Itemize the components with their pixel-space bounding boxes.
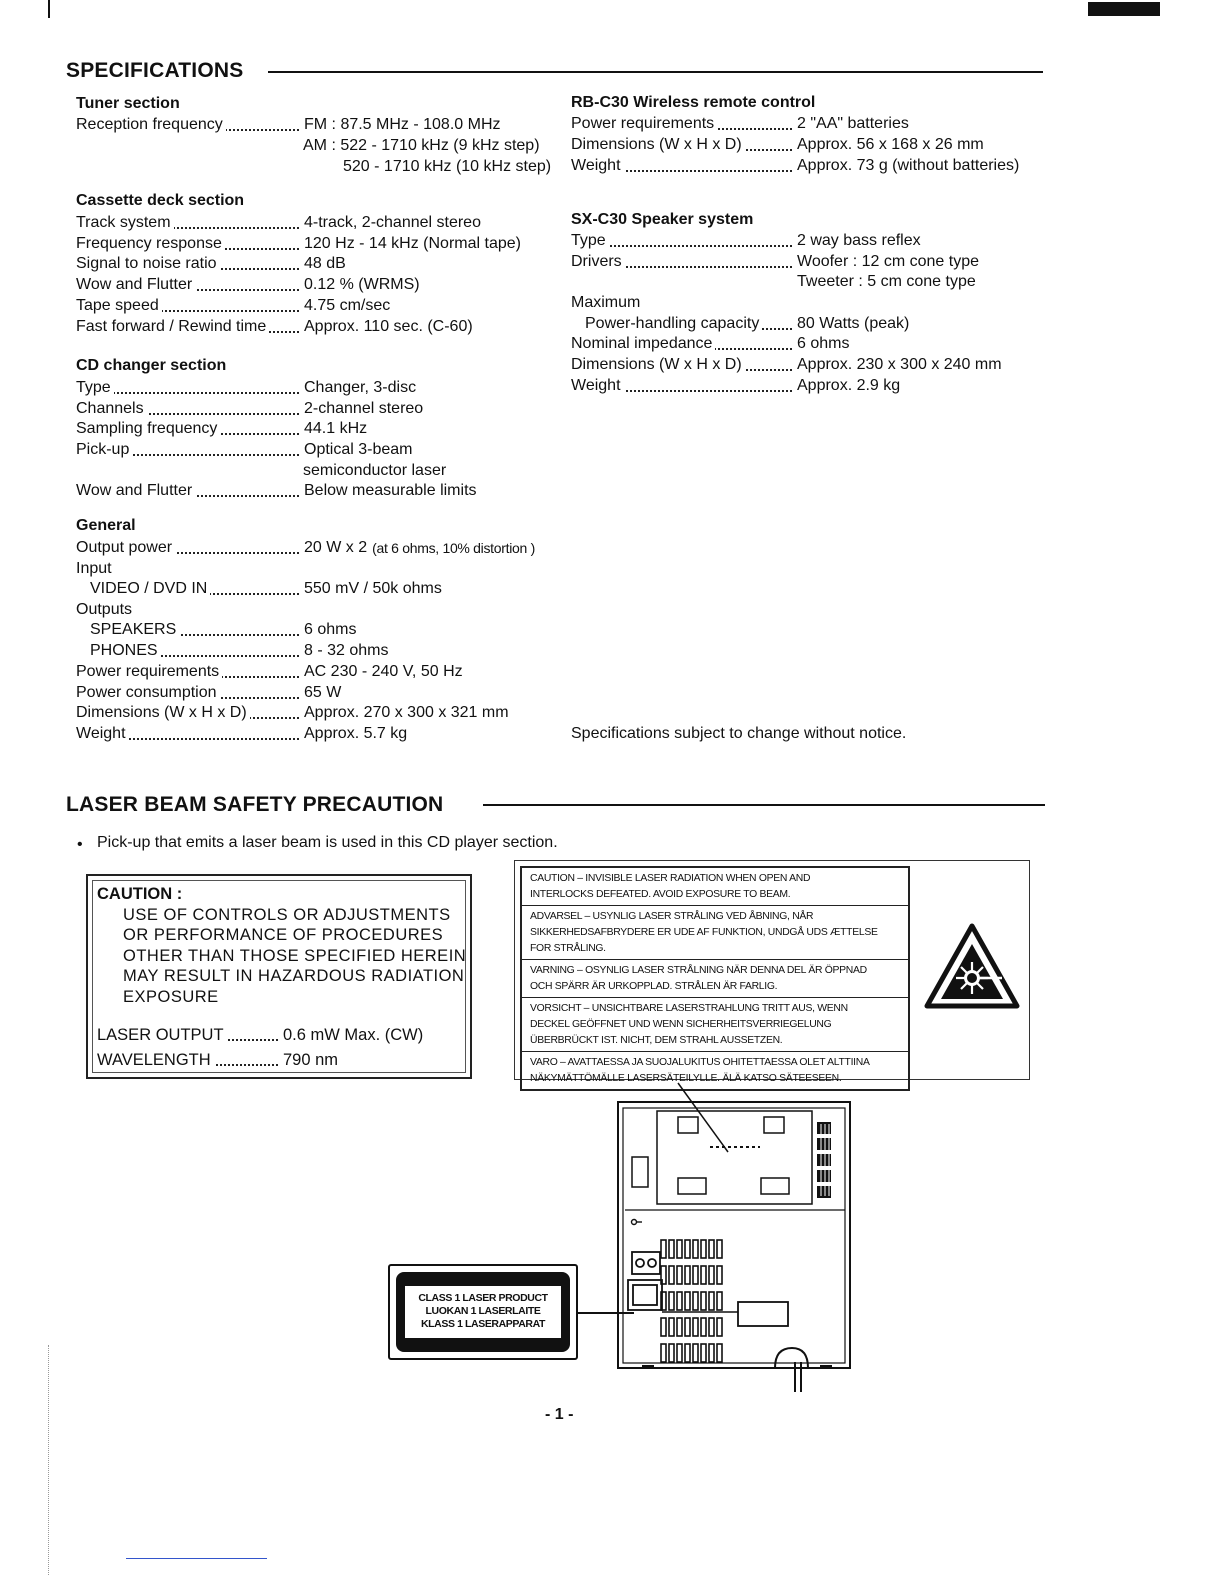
spec-label: Power-handling capacity: [585, 315, 762, 332]
spec-value: Below measurable limits: [304, 482, 477, 499]
spec-label-input: Input: [76, 560, 112, 577]
spec-row-speakers: [90, 620, 356, 640]
warning-text: VARNING – OSYNLIG LASER STRÅLNING NÄR DENNA DEL ÄR ÖPPNAD: [530, 965, 867, 976]
warning-text: ÜBERBRÜCKT IST. NICHT, DEM STRAHL AUSSETZEN.: [530, 1035, 783, 1046]
spec-value: 4.75 cm/sec: [304, 297, 391, 314]
spec-label: Weight: [76, 725, 129, 742]
wavelength-row: [97, 1050, 338, 1070]
spec-value: 2-channel stereo: [304, 400, 424, 417]
class-label-line: CLASS 1 LASER PRODUCT: [418, 1292, 548, 1304]
spec-value: AC 230 - 240 V, 50 Hz: [304, 663, 463, 680]
spec-row: [76, 419, 367, 439]
spec-note: (at 6 ohms, 10% distortion ): [372, 540, 535, 556]
spec-value: Changer, 3-disc: [304, 379, 417, 396]
spec-label: Tape speed: [76, 297, 162, 314]
spec-label: SPEAKERS: [90, 621, 179, 638]
warning-text: VARO – AVATTAESSA JA SUOJALUKITUS OHITETTAESSA OLET ALTTIINA: [530, 1057, 870, 1068]
warning-row-en: [522, 868, 908, 906]
spec-value: 120 Hz - 14 kHz (Normal tape): [304, 235, 521, 252]
laser-output-row: [97, 1025, 423, 1045]
laser-rule: [483, 804, 1045, 806]
spec-row: [76, 703, 509, 723]
spec-row-reception: [76, 115, 501, 135]
warning-text: SIKKERHEDSAFBRYDERE ER UDE AF FUNKTION, UNDGÅ UDS ÆTTELSE: [530, 927, 878, 938]
spec-row: [76, 440, 413, 460]
spec-label: Power consumption: [76, 684, 220, 701]
spec-row: [76, 683, 341, 703]
spec-label: Dimensions (W x H x D): [571, 356, 745, 373]
spec-label: Pick-up: [76, 441, 132, 458]
spec-value: Approx. 110 sec. (C-60): [304, 318, 473, 335]
spec-row-phones: [90, 641, 388, 661]
spec-value: 2 "AA" batteries: [797, 115, 909, 132]
spec-label-maximum: Maximum: [571, 294, 641, 311]
spec-label: Type: [76, 379, 114, 396]
spec-row-weight: [571, 376, 900, 396]
spec-label: VIDEO / DVD IN: [90, 580, 210, 597]
spec-row: [76, 234, 521, 254]
change-notice: Specifications subject to change without notice.: [571, 725, 907, 742]
spec-value-am1: AM : 522 - 1710 kHz (9 kHz step): [303, 137, 540, 154]
page-number: - 1 -: [545, 1406, 574, 1423]
spec-label: Type: [571, 232, 609, 249]
spec-value: Approx. 2.9 kg: [797, 377, 901, 394]
warning-text: NÄKYMÄTTÖMÄLLE LASERSÄTEILYLLE. ÄLÄ KATSO SÄTEESEEN.: [530, 1073, 842, 1084]
caution-line: OTHER THAN THOSE SPECIFIED HEREIN: [123, 947, 467, 965]
spec-row: [571, 156, 1019, 176]
warning-text: VORSICHT – UNSICHTBARE LASERSTRAHLUNG TRITT AUS, WENN: [530, 1003, 848, 1014]
spec-value: 20 W x 2: [304, 539, 368, 556]
spec-row: [76, 296, 390, 316]
spec-value: 6 ohms: [797, 335, 850, 352]
spec-label: Dimensions (W x H x D): [76, 704, 250, 721]
spec-value-tweeter: Tweeter : 5 cm cone type: [797, 273, 976, 290]
spec-row: [571, 114, 909, 134]
caution-line: USE OF CONTROLS OR ADJUSTMENTS: [123, 906, 451, 924]
spec-value: 2 way bass reflex: [797, 232, 921, 249]
spec-label: Nominal impedance: [571, 335, 715, 352]
spec-row-video: [90, 579, 442, 599]
spec-value: Approx. 5.7 kg: [304, 725, 408, 742]
spec-row-drivers: [571, 252, 979, 272]
specifications-heading: SPECIFICATIONS: [66, 59, 244, 82]
margin-scan-mark: [48, 1345, 49, 1575]
spec-row: [76, 724, 407, 744]
class-label-inner: [405, 1286, 561, 1338]
rear-panel-diagram: [570, 1080, 870, 1395]
spec-label: PHONES: [90, 642, 161, 659]
warning-text: CAUTION – INVISIBLE LASER RADIATION WHEN OPEN AND: [530, 873, 811, 884]
warning-row-da: [522, 906, 908, 960]
spec-row-impedance: [571, 334, 849, 354]
spec-row-power: [585, 314, 909, 334]
spec-value: Approx. 230 x 300 x 240 mm: [797, 356, 1002, 373]
general-section-title: General: [76, 517, 136, 534]
spec-row: [76, 317, 473, 337]
laser-heading: LASER BEAM SAFETY PRECAUTION: [66, 793, 444, 816]
spec-value: Optical 3-beam: [304, 441, 413, 458]
spec-label: Drivers: [571, 253, 625, 270]
spec-value: 4-track, 2-channel stereo: [304, 214, 481, 231]
spec-row: [571, 135, 984, 155]
wavelength-value: 790 nm: [283, 1051, 339, 1069]
cassette-section-title: Cassette deck section: [76, 192, 245, 209]
label-leader-line: [578, 1312, 634, 1314]
spec-row-dimensions: [571, 355, 1002, 375]
spec-value: 6 ohms: [304, 621, 357, 638]
caution-heading: CAUTION :: [97, 885, 183, 903]
spec-label: Weight: [571, 377, 624, 394]
spec-label: Wow and Flutter: [76, 276, 195, 293]
spec-row: [76, 254, 346, 274]
warning-text: ADVARSEL – USYNLIG LASER STRÅLING VED ÅBNING, NÅR: [530, 911, 814, 922]
spec-label: Wow and Flutter: [76, 482, 195, 499]
warning-label-table: [520, 866, 910, 1091]
spec-value-am2: 520 - 1710 kHz (10 kHz step): [343, 158, 552, 175]
spec-value-fm: FM : 87.5 MHz - 108.0 MHz: [304, 116, 501, 133]
caution-line: OR PERFORMANCE OF PROCEDURES: [123, 926, 444, 944]
spec-value: 0.12 % (WRMS): [304, 276, 420, 293]
class-label-line: KLASS 1 LASERAPPARAT: [420, 1318, 546, 1330]
spec-row-output-power: [76, 538, 535, 558]
spec-value: Approx. 270 x 300 x 321 mm: [304, 704, 509, 721]
spec-label: Channels: [76, 400, 147, 417]
remote-section-title: RB-C30 Wireless remote control: [571, 94, 816, 111]
warning-text: INTERLOCKS DEFEATED. AVOID EXPOSURE TO BEAM.: [530, 889, 791, 900]
spec-row: [76, 481, 477, 501]
spec-value: 44.1 kHz: [304, 420, 368, 437]
spec-label: Track system: [76, 214, 174, 231]
spec-row: [76, 213, 481, 233]
spec-row: [76, 399, 423, 419]
laser-bullet-text: Pick-up that emits a laser beam is used in this CD player section.: [97, 834, 558, 851]
spec-row: [76, 378, 416, 398]
tuner-section-title: Tuner section: [76, 95, 180, 112]
warning-row-de: [522, 998, 908, 1052]
warning-text: OCH SPÄRR ÄR URKOPPLAD. STRÅLEN ÄR FARLIG.: [530, 981, 778, 992]
spec-label: Sampling frequency: [76, 420, 220, 437]
spec-label: Signal to noise ratio: [76, 255, 220, 272]
spec-value: 48 dB: [304, 255, 346, 272]
laser-hazard-icon: [924, 922, 1020, 1010]
spec-row: [76, 275, 420, 295]
speaker-section-title: SX-C30 Speaker system: [571, 211, 754, 228]
spec-value: Approx. 73 g (without batteries): [797, 157, 1020, 174]
spec-value: 550 mV / 50k ohms: [304, 580, 442, 597]
caution-line: EXPOSURE: [123, 988, 219, 1006]
warning-text: DECKEL GEÖFFNET UND WENN SICHERHEITSVERRIEGELUNG: [530, 1019, 832, 1030]
caution-line: MAY RESULT IN HAZARDOUS RADIATION: [123, 967, 465, 985]
wavelength-label: WAVELENGTH: [97, 1051, 214, 1069]
corner-mark-right: [1088, 2, 1160, 16]
laser-output-label: LASER OUTPUT: [97, 1026, 227, 1044]
spec-value: 80 Watts (peak): [797, 315, 910, 332]
spec-value-pickup-line2: semiconductor laser: [303, 462, 447, 479]
spec-row: [76, 662, 463, 682]
spec-label: Power requirements: [571, 115, 717, 132]
spec-value: Woofer : 12 cm cone type: [797, 253, 980, 270]
bullet-icon: •: [77, 836, 83, 853]
spec-label: Reception frequency: [76, 116, 226, 133]
spec-row-type: [571, 231, 921, 251]
spec-value: Approx. 56 x 168 x 26 mm: [797, 136, 984, 153]
spec-label: Power requirements: [76, 663, 222, 680]
cd-section-title: CD changer section: [76, 357, 227, 374]
spec-label: Weight: [571, 157, 624, 174]
specifications-rule: [268, 71, 1043, 73]
spec-label-outputs: Outputs: [76, 601, 133, 618]
laser-output-value: 0.6 mW Max. (CW): [283, 1026, 424, 1044]
warning-text: FOR STRÅLING.: [530, 943, 606, 954]
spec-label: Dimensions (W x H x D): [571, 136, 745, 153]
spec-label: Output power: [76, 539, 175, 556]
spec-label: Fast forward / Rewind time: [76, 318, 269, 335]
footer-rule: [126, 1558, 267, 1559]
spec-value: 8 - 32 ohms: [304, 642, 389, 659]
spec-value: 65 W: [304, 684, 342, 701]
class-label-line: LUOKAN 1 LASERLAITE: [425, 1305, 541, 1317]
spec-label: Frequency response: [76, 235, 225, 252]
corner-mark-left: [48, 0, 50, 18]
warning-row-sv: [522, 960, 908, 998]
